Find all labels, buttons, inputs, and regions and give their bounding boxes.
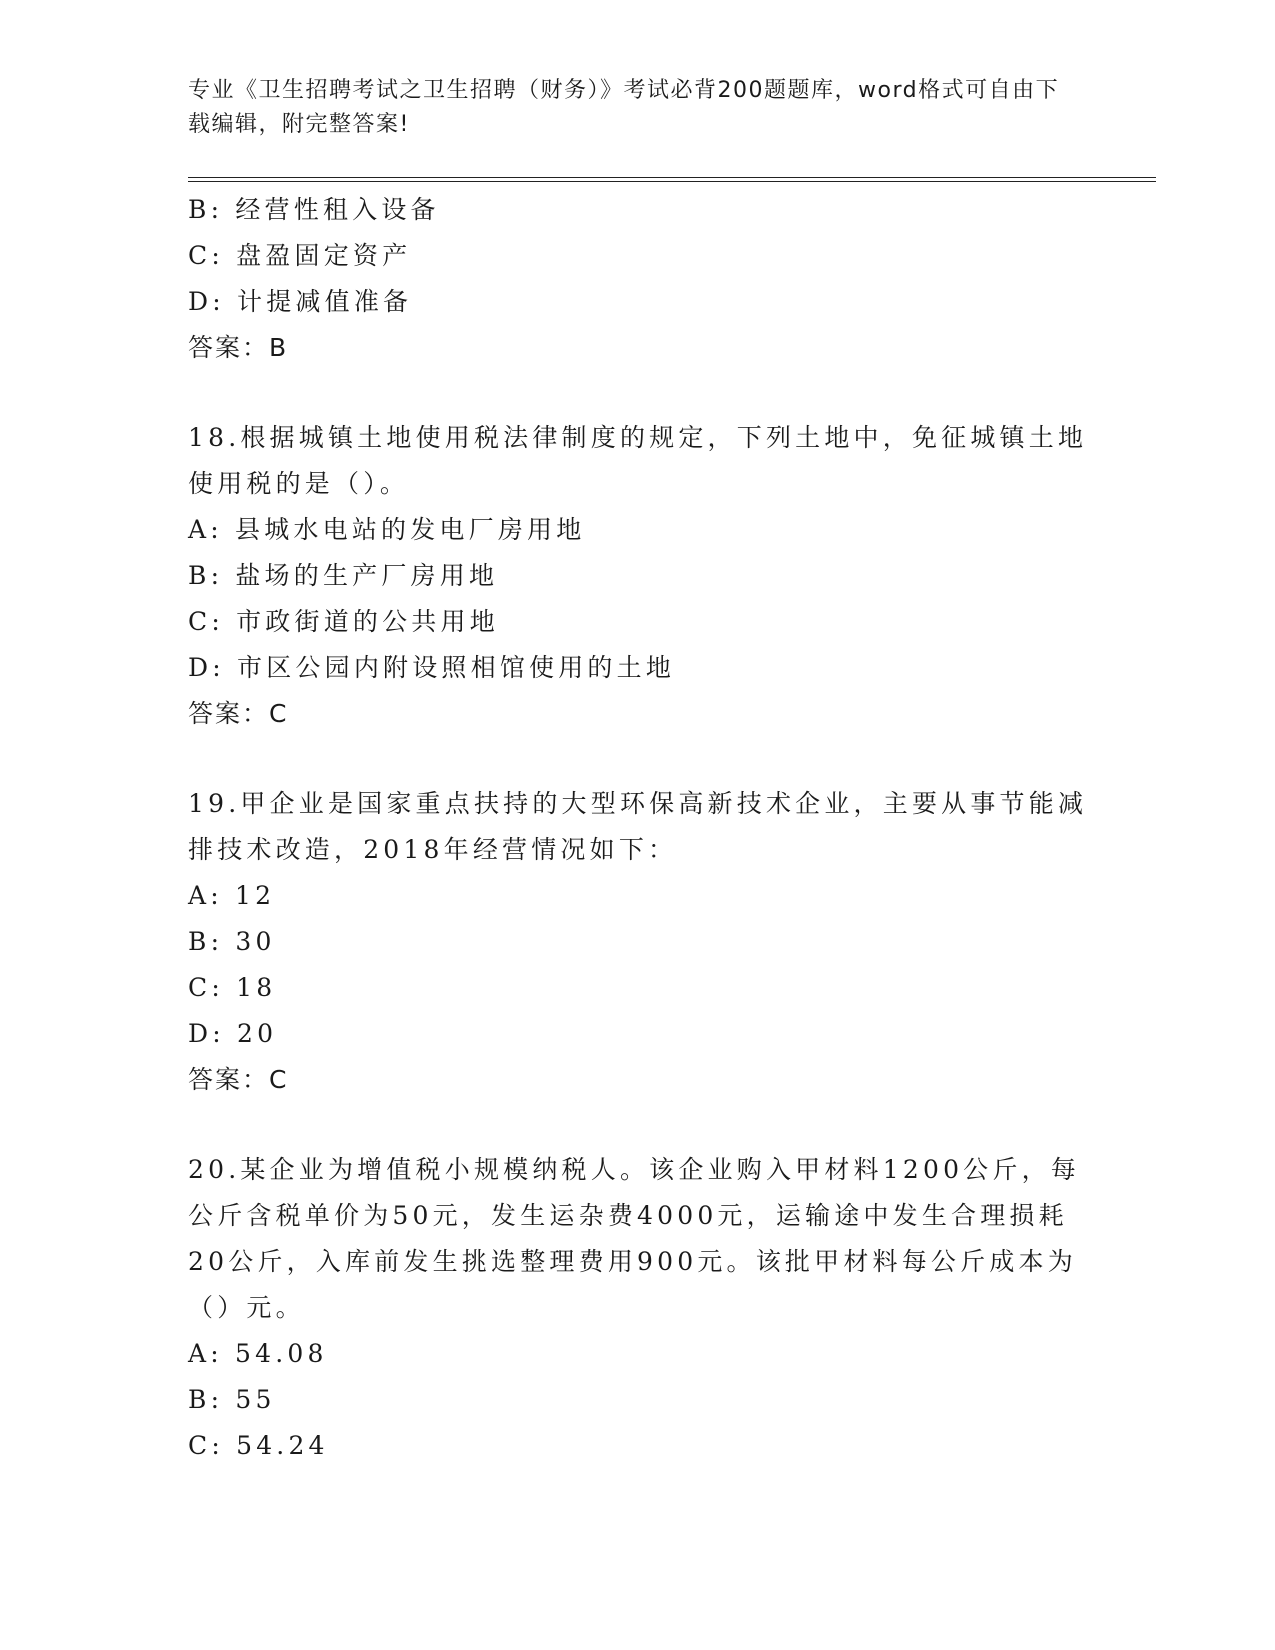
question-block-17 bbox=[188, 187, 1088, 371]
question-text: 19.甲企业是国家重点扶持的大型环保高新技术企业，主要从事节能减排技术改造，2018年经营情况如下： bbox=[188, 789, 1088, 864]
option-c: C: 盘盈固定资产 bbox=[188, 241, 412, 270]
answer-label: 答案：C bbox=[188, 1065, 289, 1094]
option-a: A: 12 bbox=[188, 881, 276, 910]
question-text: 20.某企业为增值税小规模纳税人。该企业购入甲材料1200公斤，每公斤含税单价为50元，发生运杂费4000元，运输途中发生合理损耗20公斤，入库前发生挑选整理费用900元。该批甲材料每公斤成本为（）元。 bbox=[188, 1155, 1080, 1322]
option-b: B: 盐场的生产厂房用地 bbox=[188, 561, 499, 590]
option-b: B: 30 bbox=[188, 927, 276, 956]
option-b: B: 经营性租入设备 bbox=[188, 195, 440, 224]
option-d: D: 20 bbox=[188, 1019, 278, 1048]
option-a: A: 54.08 bbox=[188, 1339, 328, 1368]
option-b: B: 55 bbox=[188, 1385, 276, 1414]
answer-label: 答案：B bbox=[188, 333, 289, 362]
question-text: 18.根据城镇土地使用税法律制度的规定，下列土地中，免征城镇土地使用税的是（）。 bbox=[188, 423, 1088, 498]
option-a: A: 县城水电站的发电厂房用地 bbox=[188, 515, 586, 544]
question-list bbox=[188, 187, 1088, 1469]
header-divider bbox=[188, 177, 1156, 182]
document-header: 专业《卫生招聘考试之卫生招聘（财务）》考试必背200题题库，word格式可自由下载编辑，附完整答案! bbox=[188, 78, 1060, 137]
option-c: C: 市政街道的公共用地 bbox=[188, 607, 499, 636]
option-c: C: 54.24 bbox=[188, 1431, 329, 1460]
question-block-18 bbox=[188, 415, 1088, 737]
question-block-20 bbox=[188, 1147, 1088, 1469]
option-d: D: 市区公园内附设照相馆使用的土地 bbox=[188, 653, 676, 682]
question-block-19 bbox=[188, 781, 1088, 1103]
answer-label: 答案：C bbox=[188, 699, 289, 728]
option-d: D: 计提减值准备 bbox=[188, 287, 413, 316]
option-c: C: 18 bbox=[188, 973, 277, 1002]
